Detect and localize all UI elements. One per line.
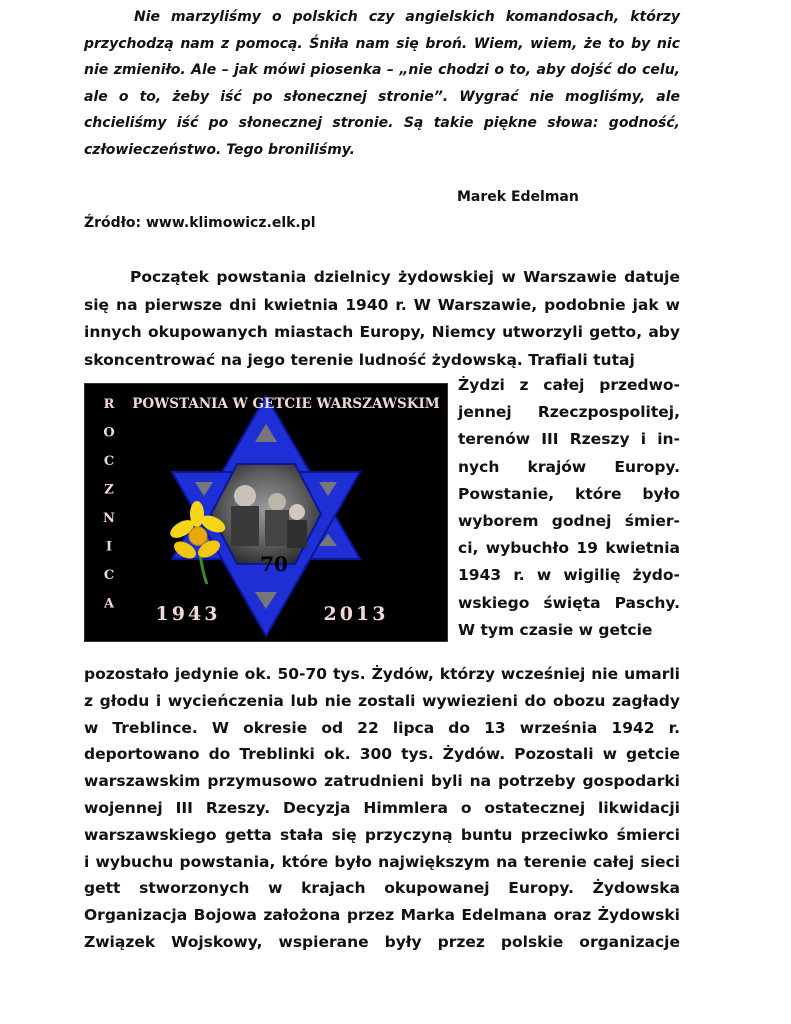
vertical-letter: I [105,539,113,555]
poster-graphic [85,384,447,641]
side-text-line: Żydzi z całej przedwo- [458,376,680,394]
paragraph-line: warszawskiego getta stała się przyczyną buntu przeciwko śmierci [84,825,680,844]
paragraph-line: warszawskim przymusowo zatrudnieni byli na potrzeby gospodarki [84,772,680,791]
quote-author: Marek Edelman [457,189,579,205]
side-text-line: wyborem godnej śmier- [458,512,680,531]
vertical-letter: R [103,397,115,412]
side-text-line: wskiego święta Paschy. [458,593,680,612]
vertical-letter: O [103,425,115,441]
side-text-line: nych krajów Europy. [458,457,680,476]
paragraph-main [84,661,680,956]
vertical-letter: C [103,568,115,583]
vertical-letter: Z [104,482,114,498]
side-text-line: Powstanie, które było [458,484,680,503]
uprising-anniversary-poster [84,383,448,642]
paragraph-line: w Treblince. W okresie od 22 lipca do 13 września 1942 r. [84,718,680,737]
paragraph-line: z głodu i wycieńczenia lub nie zostali wywiezieni do obozu zagłady [84,691,680,710]
side-column-text [458,372,680,644]
paragraph-line: Związek Wojskowy, wspierane były przez polskie organizacje [84,932,680,951]
anniversary-number: 70 [260,552,288,576]
paragraph-line: i wybuchu powstania, które było największym na terenie całej sieci [84,852,680,871]
paragraph-intro: Początek powstania dzielnicy żydowskiej w Warszawie datuje się na pierwsze dni kwietnia 1940 r. W Warszawie, podobnie jak w innych okupowanych miastach Europy, Niemcy utworzyli getto, aby skoncentrować na jego terenie ludność żydowską. Trafiali tutaj [84,268,680,369]
side-text-line: jennej Rzeczpospolitej, [458,403,680,422]
paragraph-line: pozostało jedynie ok. 50-70 tys. Żydów, którzy wcześniej nie umarli [84,665,680,683]
vertical-letter: A [103,596,115,612]
side-text-line: ci, wybuchło 19 kwietnia [458,539,680,558]
year-start: 1943 [155,603,221,625]
source-line: Źródło: www.klimowicz.elk.pl [84,215,316,231]
paragraph-line: Organizacja Bojowa założona przez Marka Edelmana oraz Żydowski [84,906,680,925]
paragraph-line: deportowano do Treblinki ok. 300 tys. Żydów. Pozostali w getcie [84,745,680,764]
poster-title: POWSTANIA W GETCIE WARSZAWSKIM [132,396,440,412]
epigraph-quote: Nie marzyliśmy o polskich czy angielskich komandosach, którzy przychodzą nam z pomocą. Śniła nam się broń. Wiem, wiem, że to by nic nie zmieniło. Ale – jak mówi piosenka – „nie chodzi o to, aby dojść do celu, ale o to, żeby iść po słonecznej stronie”. Wygrać nie mogliśmy, ale chcieliśmy iść po słonecznej stronie. Są takie piękne słowa: godność, człowieczeństwo. Tego broniliśmy. [84,9,680,158]
side-text-line: W tym czasie w getcie [458,620,653,639]
vertical-letter: C [103,454,115,469]
paragraph-line: gett stworzonych w krajach okupowanej Europy. Żydowska [84,879,680,898]
year-end: 2013 [323,603,389,625]
side-text-line: 1943 r. w wigilię żydo- [458,566,680,585]
vertical-letter: N [103,511,115,526]
paragraph-line: wojennej III Rzeszy. Decyzja Himmlera o ostatecznej likwidacji [84,798,680,817]
side-text-line: terenów III Rzeszy i in- [458,430,680,449]
